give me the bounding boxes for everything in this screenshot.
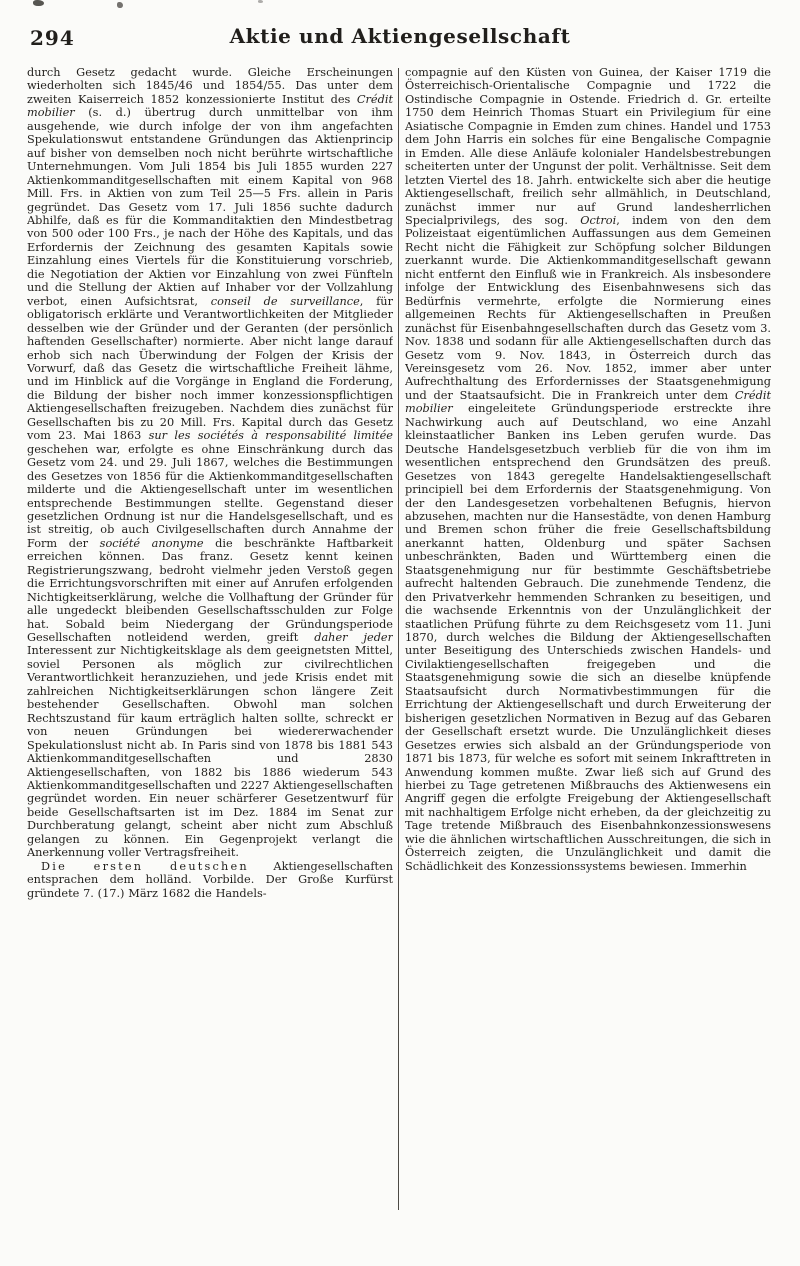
column-divider-rule	[398, 68, 399, 1210]
right-column	[405, 66, 771, 1242]
text-segment: , für obligatorisch erklärte und Verantwortlichkeiten der Mitglieder desselben wie der Gründer und der Geranten (der persönlich haftenden Gesellschafter) normierte. Aber nicht lange darauf erhob sich nach Überwindung der Folgen der Krisis der Vorwurf, daß das Gesetz die wirtschaftliche Freiheit lähme, und im Hinblick auf die Vorgänge in England die Forderung, die Bildung der bisher noch immer konzessionspflichtigen Aktiengesellschaften freizugeben. Nachdem dies zunächst für Gesellschaften bis zu 20 Mill. Frs. Kapital durch das Gesetz vom 23. Mai 1863	[27, 294, 393, 443]
paragraph	[27, 860, 393, 900]
text-segment-spaced: Die ersten deutschen	[41, 859, 249, 873]
paragraph	[27, 66, 393, 860]
text-segment: , indem von den dem Polizeistaat eigentümlichen Auffassungen aus dem Gemeinen Recht nicht die Fähigkeit zur Schöpfung solcher Bildungen zuerkannt wurde. Die Aktienkommanditgesellschaft gewann nicht entfernt den Einfluß wie in Frankreich. Als insbesondere infolge der Entwicklung des Eisenbahnwesens sich das Bedürfnis vermehrte, erfolgte die Normierung eines allgemeinen Rechts für Aktiengesellschaften in Preußen zunächst für Eisenbahngesellschaften durch das Gesetz vom 3. Nov. 1838 und sodann für alle Aktiengesellschaften durch das Gesetz vom 9. Nov. 1843, in Österreich durch das Vereinsgesetz vom 26. Nov. 1852, immer aber unter Aufrechthaltung des Erfordernisses der Staatsgenehmigung und der Staatsaufsicht. Die in Frankreich unter dem	[405, 213, 771, 402]
text-segment: durch Gesetz gedacht wurde. Gleiche Erscheinungen wiederholten sich 1845/46 und 1854/55. Das unter dem zweiten Kaiserreich 1852 konzessionierte Institut des	[27, 66, 393, 106]
text-columns	[27, 66, 771, 1242]
left-column	[27, 66, 393, 1242]
text-segment-antiqua: conseil de surveillance	[210, 294, 360, 308]
text-segment: (s. d.) übertrug durch unmittelbar von ihm ausgehende, wie durch infolge der von ihm angefachten Spekulationswut entstandene Gründungen das Aktienprincip auf bisher von demselben noch nicht berührte wirtschaftliche Unternehmungen. Vom Juli 1854 bis Juli 1855 wurden 227 Aktienkommanditgesellschaften mit einem Kapital von 968 Mill. Frs. in Aktien von zum Teil 25—5 Frs. allein in Paris gegründet. Das Gesetz vom 17. Juli 1856 suchte dadurch Abhilfe, daß es für die Kommanditaktien den Mindestbetrag von 500 oder 100 Frs., je nach der Höhe des Kapitals, und das Erfordernis der Zeichnung des gesamten Kapitals sowie Einzahlung eines Viertels für die Konstituierung vorschrieb, die Negotiation der Aktien vor Einzahlung von zwei Fünfteln und die Stellung der Aktien auf Inhaber vor der Vollzahlung verbot, einen Aufsichtsrat,	[27, 106, 393, 308]
text-segment-antiqua: sur les sociétés à responsabilité limitée	[148, 429, 393, 443]
text-segment: eingeleitete Gründungsperiode erstreckte ihre Nachwirkung auch auf Deutschland, wo eine Anzahl kleinstaatlicher Banken ins Leben gerufen wurde. Das Deutsche Handelsgesetzbuch verblieb für die von ihm im wesentlichen entsprechend den Grundsätzen des preuß. Gesetzes von 1843 geregelte Handelsaktiengesellschaft principiell bei dem Erfordernis der Staatsgenehmigung. Von der den Landesgesetzen vorbehaltenen Befugnis, hiervon abzusehen, machten nur die Hansestädte, von denen Hamburg und Bremen schon früher die freie Gesellschaftsbildung anerkannt hatten, Oldenburg und später Sachsen unbeschränkten, Baden und Württemberg einen die Staatsgenehmigung nur für bestimmte Geschäftsbetriebe aufrecht haltenden Gebrauch. Die zunehmende Tendenz, die den Privatverkehr hemmenden Schranken zu beseitigen, und die wachsende Erkenntnis von der Unzulänglichkeit der staatlichen Prüfung führte zu dem Reichsgesetz vom 11. Juni 1870, durch welches die Bildung der Aktiengesellschaften unter Beseitigung des Unterschieds zwischen Handels- und Civilaktiengesellschaften freigegeben und die Staatsgenehmigung sowie die sich an dieselbe knüpfende Staatsaufsicht durch Normativbestimmungen für die Errichtung der Aktiengesellschaft und durch Erweiterung der bisherigen gesetzlichen Normativen in Bezug auf das Gebaren der Gesellschaft ersetzt wurde. Die Unzulänglichkeit dieses Gesetzes erwies sich alsbald an der Gründungsperiode von 1871 bis 1873, für welche es sofort mit seinem Inkrafttreten in Anwendung kommen mußte. Zwar ließ sich auf Grund des hierbei zu Tage getretenen Mißbrauchs des Aktienwesens ein Angriff gegen die erfolgte Freigebung der Aktiengesellschaft mit nachhaltigem Erfolge nicht erheben, da der gleichzeitig zu Tage tretende Mißbrauch des Eisenbahnkonzessionswesens wie die ähnlichen wirtschaftlichen Ausschreitungen, die sich in Österreich zeigten, die Unzulänglichkeit und damit die Schädlichkeit des Konzessionssystems bewiesen. Immerhin	[405, 402, 771, 873]
text-segment: die beschränkte Haftbarkeit erreichen können. Das franz. Gesetz kennt keinen Registrierungszwang, bedroht vielmehr jeden Verstoß gegen die Errichtungsvorschriften mit einer auf Anrufen erfolgenden Nichtigkeitserklärung, welche die Vollhaftung der Gründer für alle ungedeckt bleibenden Gesellschaftsschulden zur Folge hat. Sobald beim Niedergang der Gründungsperiode Gesellschaften notleidend werden, greift	[27, 536, 393, 645]
text-segment: geschehen war, erfolgte es ohne Einschränkung durch das Gesetz vom 24. und 29. Juli 1867, welches die Bestimmungen des Gesetzes von 1856 für die Aktienkommanditgesellschaften milderte und die Aktiengesellschaft unter im wesentlichen entsprechende Bestimmungen stellte. Gegenstand dieser gesetzlichen Ordnung ist nur die Handelsgesellschaft, und es ist streitig, ob auch Civilgesellschaften durch Annahme der Form der	[27, 442, 393, 550]
text-segment-antiqua: Octroi	[580, 213, 617, 227]
text-segment-antiqua: Crédit mobilier	[27, 92, 393, 120]
text-segment: compagnie auf den Küsten von Guinea, der Kaiser 1719 die Österreichisch-Orientalische Compagnie und 1722 die Ostindische Compagnie in Ostende. Friedrich d. Gr. erteilte 1750 dem Heinrich Thomas Stuart ein Privilegium für eine Asiatische Compagnie in Emden zum chines. Handel und 1753 dem John Harris ein solches für eine Bengalische Compagnie in Emden. Alle diese Anläufe kolonialer Handelsbestrebungen scheiterten unter der Ungunst der polit. Verhältnisse. Seit dem letzten Viertel des 18. Jahrh. entwickelte sich aber die heutige Aktiengesellschaft, freilich sehr allmählich, in Deutschland, zunächst immer nur auf Grund landesherrlichen Specialprivilegs, des sog.	[405, 66, 771, 227]
page-header	[0, 0, 800, 50]
page-title: Aktie und Aktiengesellschaft	[229, 24, 571, 48]
page-number: 294	[30, 26, 75, 50]
text-segment: Interessent zur Nichtigkeitsklage als dem geeignetsten Mittel, soviel Personen als möglich zur civilrechtlichen Verantwortlichkeit heranzuziehen, und jede Krisis endet mit zahlreichen Nichtigkeitserklärungen schon längere Zeit bestehender Gesellschaften. Obwohl man solchen Rechtszustand für kaum erträglich halten sollte, schreckt er von neuen Gründungen bei wiedererwachender Spekulationslust nicht ab. In Paris sind von 1878 bis 1881 543 Aktienkommanditgesellschaften und 2830 Aktiengesellschaften, von 1882 bis 1886 wiederum 543 Aktienkommanditgesellschaften und 2227 Aktiengesellschaften gegründet worden. Ein neuer schärferer Gesetzentwurf für beide Gesellschaftsarten ist im Dez. 1884 im Senat zur Durchberatung gelangt, scheint aber nicht zum Abschluß gelangen zu können. Ein Gegenprojekt verlangt die Anerkennung voller Vertragsfreiheit.	[27, 644, 393, 860]
paragraph	[405, 66, 771, 873]
text-segment-antiqua: Crédit mobilier	[405, 388, 771, 416]
text-segment-antiqua: société anonyme	[99, 536, 204, 550]
text-segment-italic: daher jeder	[314, 631, 393, 645]
text-segment: Aktiengesellschaften entsprachen dem holländ. Vorbilde. Der Große Kurfürst gründete 7. (17.) März 1682 die Handels-	[27, 859, 393, 900]
